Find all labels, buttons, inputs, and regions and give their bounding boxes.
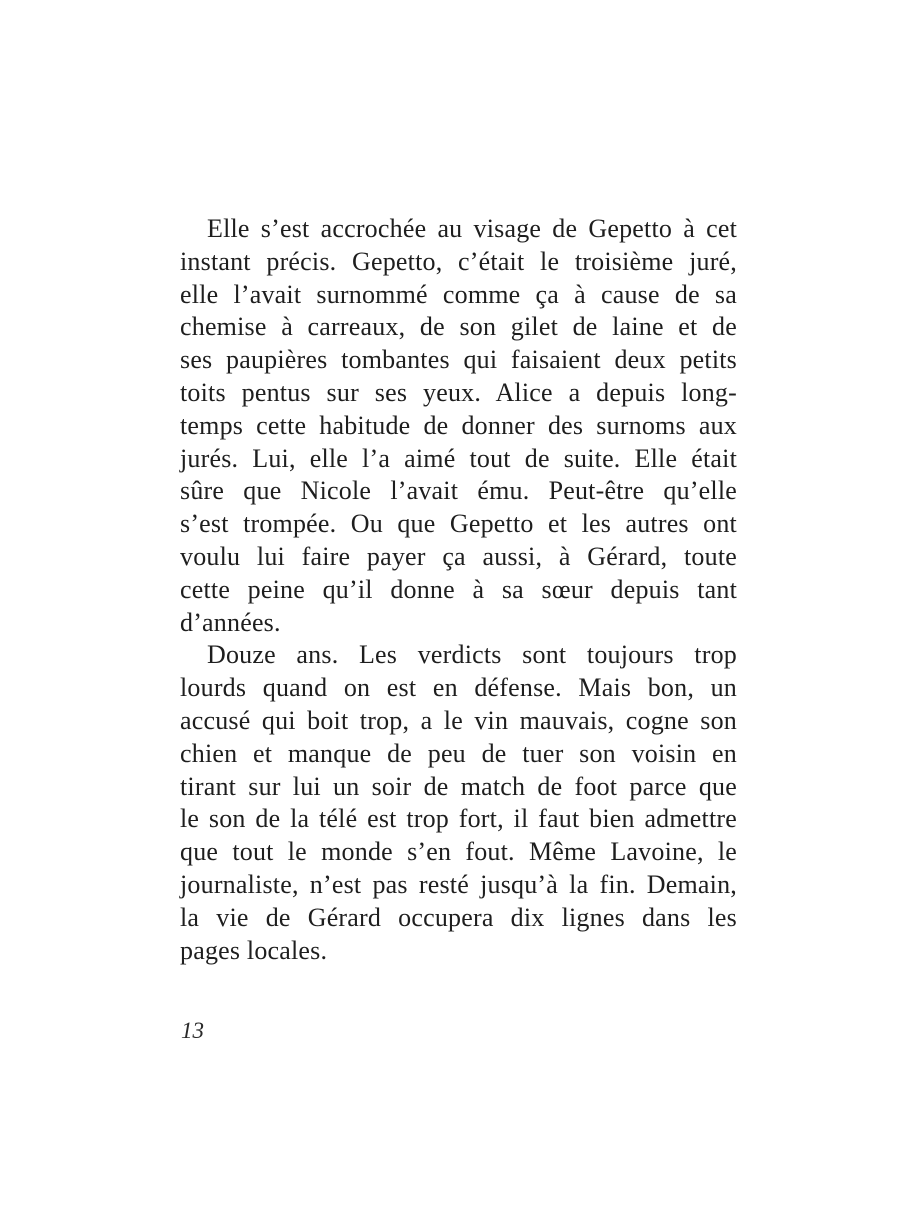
text-line: elle l’avait surnommé comme ça à cause de sa bbox=[180, 279, 737, 309]
text-line: sûre que Nicole l’avait ému. Peut-être qu’elle bbox=[180, 476, 737, 506]
text-line: d’années. bbox=[180, 607, 281, 637]
page-text bbox=[180, 213, 737, 967]
page-number: 13 bbox=[181, 1018, 204, 1043]
text-line: chemise à carreaux, de son gilet de laine et de bbox=[180, 312, 737, 342]
text-line: pages locales. bbox=[180, 935, 328, 965]
text-line: la vie de Gérard occupera dix lignes dans les bbox=[180, 902, 737, 932]
paragraph-2 bbox=[180, 639, 737, 967]
text-line: accusé qui boit trop, a le vin mauvais, cogne son bbox=[180, 705, 737, 735]
text-line: jurés. Lui, elle l’a aimé tout de suite. Elle était bbox=[180, 443, 737, 473]
text-line: que tout le monde s’en fout. Même Lavoine, le bbox=[180, 837, 737, 867]
text-line: toits pentus sur ses yeux. Alice a depuis long- bbox=[180, 377, 737, 407]
text-line: s’est trompée. Ou que Gepetto et les autres ont bbox=[180, 509, 737, 539]
text-line: journaliste, n’est pas resté jusqu’à la fin. Demain, bbox=[180, 869, 737, 899]
text-line: tirant sur lui un soir de match de foot parce que bbox=[180, 771, 737, 801]
text-line: ses paupières tombantes qui faisaient deux petits bbox=[180, 345, 737, 375]
text-line: cette peine qu’il donne à sa sœur depuis tant bbox=[180, 574, 737, 604]
text-line: instant précis. Gepetto, c’était le troisième juré, bbox=[180, 246, 737, 276]
text-line: lourds quand on est en défense. Mais bon, un bbox=[180, 673, 737, 703]
text-line: temps cette habitude de donner des surnoms aux bbox=[180, 410, 737, 440]
text-line: chien et manque de peu de tuer son voisin en bbox=[180, 738, 737, 768]
text-line: le son de la télé est trop fort, il faut bien admettre bbox=[180, 804, 737, 834]
paragraph-1 bbox=[180, 213, 737, 639]
text-line: voulu lui faire payer ça aussi, à Gérard, toute bbox=[180, 541, 737, 571]
text-line: Douze ans. Les verdicts sont toujours trop bbox=[207, 640, 737, 670]
text-line: Elle s’est accrochée au visage de Gepetto à cet bbox=[207, 214, 737, 243]
